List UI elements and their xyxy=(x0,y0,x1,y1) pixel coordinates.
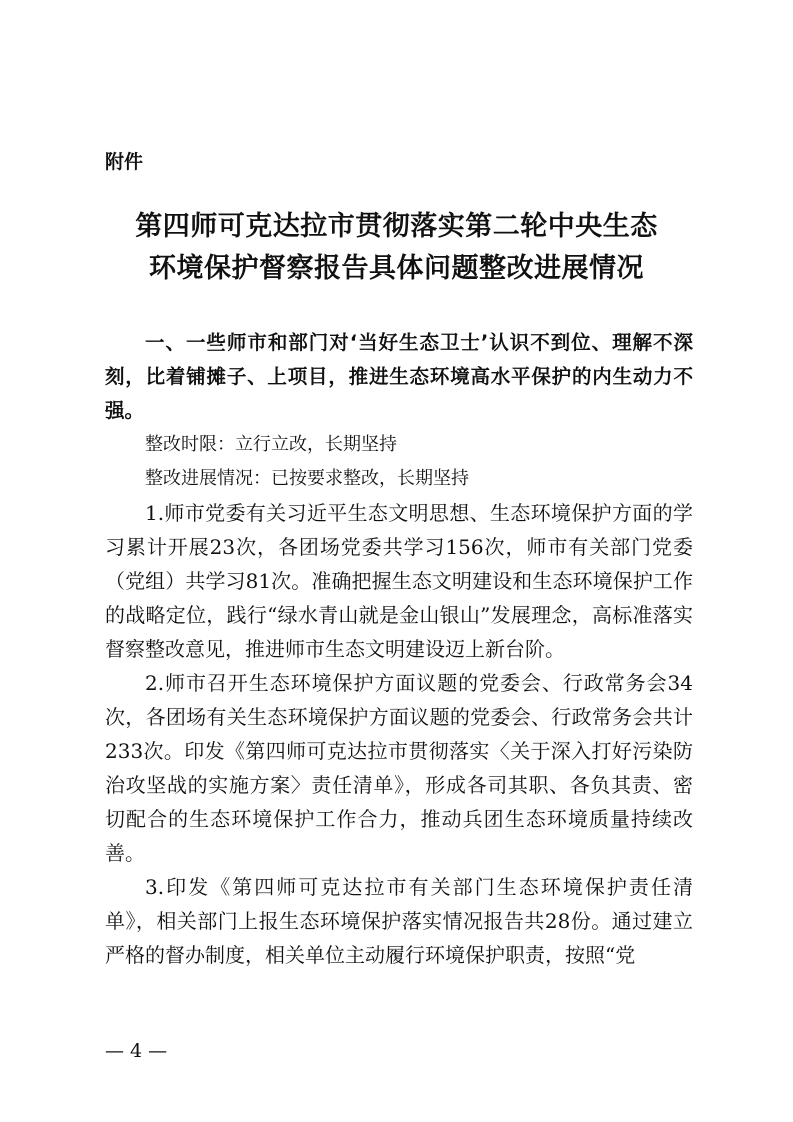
page-number: — 4 — xyxy=(105,1040,168,1062)
title-line-1: 第四师可克达拉市贯彻落实第二轮中央生态 xyxy=(135,211,658,242)
rectification-deadline: 整改时限：立行立改，长期坚持 xyxy=(145,434,397,455)
attachment-label: 附件 xyxy=(105,151,144,173)
title-line-2: 环境保护督察报告具体问题整改进展情况 xyxy=(149,253,644,284)
document-body xyxy=(105,326,693,972)
rectification-progress: 整改进展情况：已按要求整改，长期坚持 xyxy=(145,468,469,489)
document-title xyxy=(100,206,693,290)
section-heading: 一、一些师市和部门对‘当好生态卫士’认识不到位、理解不深刻，比着铺摊子、上项目，推进生态环境高水平保护的内生动力不强。 xyxy=(105,331,693,422)
item-paragraph-1: 1.师市党委有关习近平生态文明思想、生态环境保护方面的学习累计开展23次，各团场党委共学习156次，师市有关部门党委（党组）共学习81次。准确把握生态文明建设和生态环境保护工作的战略定位，践行“绿水青山就是金山银山”发展理念，高标准落实督察整改意见，推进师市生态文明建设迈上新台阶。 xyxy=(105,501,693,661)
item-paragraph-3: 3.印发《第四师可克达拉市有关部门生态环境保护责任清单》，相关部门上报生态环境保护落实情况报告共28份。通过建立严格的督办制度，相关单位主动履行环境保护职责，按照“党 xyxy=(105,875,693,967)
item-paragraph-2: 2.师市召开生态环境保护方面议题的党委会、行政常务会34次，各团场有关生态环境保护方面议题的党委会、行政常务会共计233次。印发《第四师可克达拉市贯彻落实〈关于深入打好污染防治攻坚战的实施方案〉责任清单》，形成各司其职、各负其责、密切配合的生态环境保护工作合力，推动兵团生态环境质量持续改善。 xyxy=(105,671,693,865)
